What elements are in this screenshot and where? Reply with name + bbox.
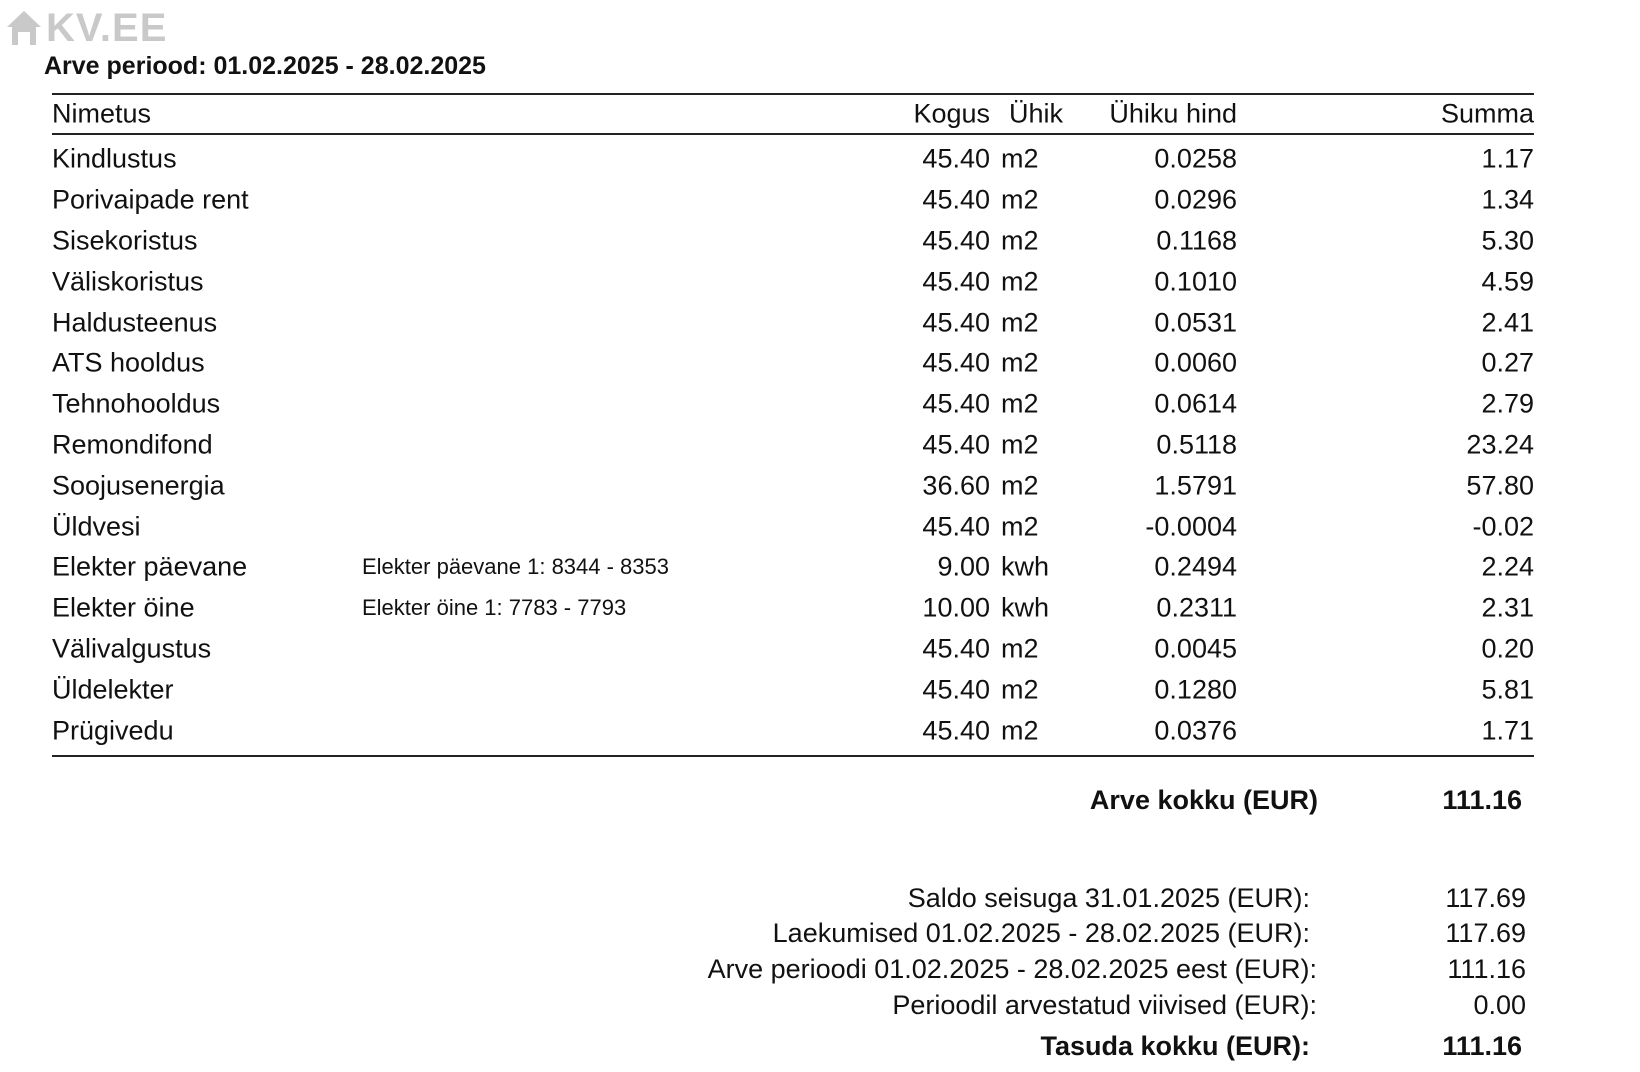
row-sum: 2.41 — [1481, 307, 1534, 338]
row-name: Väliskoristus — [52, 266, 204, 297]
row-price: 0.0531 — [1154, 307, 1237, 338]
summary-label: Laekumised 01.02.2025 - 28.02.2025 (EUR): — [772, 918, 1310, 948]
row-name: Haldusteenus — [52, 307, 218, 338]
kv-ee-logo — [4, 6, 167, 50]
row-price: 0.0614 — [1154, 388, 1237, 419]
row-name: Üldvesi — [52, 511, 141, 542]
row-qty: 45.40 — [922, 347, 990, 378]
row-sum: 0.20 — [1481, 633, 1534, 664]
invoice-period: Arve periood: 01.02.2025 - 28.02.2025 — [44, 52, 486, 80]
column-header-price: Ühiku hind — [1109, 98, 1237, 129]
row-name: Välivalgustus — [52, 633, 212, 664]
row-unit: kwh — [1001, 551, 1050, 582]
summary-value: 111.16 — [1447, 954, 1526, 984]
column-header-sum: Summa — [1440, 98, 1534, 129]
table-row — [52, 547, 1534, 588]
table-row — [52, 302, 1534, 343]
table-header — [52, 95, 1534, 133]
row-unit: m2 — [1001, 633, 1039, 664]
table-row — [52, 629, 1534, 670]
row-name: Üldelekter — [52, 674, 174, 705]
house-icon — [4, 8, 44, 48]
row-qty: 45.40 — [922, 266, 990, 297]
row-price: 1.5791 — [1154, 470, 1237, 501]
row-unit: m2 — [1001, 674, 1039, 705]
summary-value: 117.69 — [1445, 883, 1526, 913]
row-qty: 45.40 — [922, 715, 990, 746]
summary-value: 117.69 — [1445, 918, 1526, 948]
row-qty: 10.00 — [922, 592, 990, 623]
amount-due-row — [0, 1031, 1640, 1065]
row-unit: m2 — [1001, 511, 1039, 542]
row-sum: -0.02 — [1472, 511, 1534, 542]
row-name: Soojusenergia — [52, 470, 225, 501]
row-unit: m2 — [1001, 266, 1039, 297]
row-qty: 9.00 — [937, 551, 990, 582]
row-unit: m2 — [1001, 143, 1039, 174]
table-row — [52, 221, 1534, 262]
row-price: 0.1010 — [1154, 266, 1237, 297]
summary-row — [0, 990, 1640, 1024]
row-name: Elekter öine — [52, 592, 195, 623]
table-row — [52, 180, 1534, 221]
invoice-total-label: Arve kokku (EUR) — [1089, 785, 1318, 815]
row-price: 0.0376 — [1154, 715, 1237, 746]
row-qty: 45.40 — [922, 633, 990, 664]
row-name: ATS hooldus — [52, 347, 205, 378]
row-name: Elekter päevane — [52, 551, 248, 582]
row-qty: 45.40 — [922, 429, 990, 460]
row-sum: 1.71 — [1481, 715, 1534, 746]
row-sum: 4.59 — [1481, 266, 1534, 297]
table-row — [52, 669, 1534, 710]
amount-due-label: Tasuda kokku (EUR): — [1040, 1031, 1310, 1061]
row-sum: 2.24 — [1481, 551, 1534, 582]
row-qty: 45.40 — [922, 674, 990, 705]
row-price: 0.2311 — [1156, 592, 1237, 623]
summary-value: 0.00 — [1473, 990, 1526, 1020]
row-price: 0.0296 — [1154, 184, 1237, 215]
amount-due-value: 111.16 — [1442, 1031, 1522, 1061]
row-unit: m2 — [1001, 388, 1039, 419]
row-unit: m2 — [1001, 225, 1039, 256]
row-price: 0.0060 — [1154, 347, 1237, 378]
row-unit: m2 — [1001, 184, 1039, 215]
row-sum: 5.81 — [1481, 674, 1534, 705]
row-unit: m2 — [1001, 429, 1039, 460]
row-sum: 2.31 — [1481, 592, 1534, 623]
row-name: Prügivedu — [52, 715, 174, 746]
column-header-name: Nimetus — [52, 98, 152, 129]
row-price: 0.2494 — [1154, 551, 1237, 582]
row-qty: 45.40 — [922, 511, 990, 542]
table-row — [52, 261, 1534, 302]
summary-row — [0, 883, 1640, 917]
row-unit: m2 — [1001, 347, 1039, 378]
table-row — [52, 588, 1534, 629]
row-sum: 1.34 — [1481, 184, 1534, 215]
column-header-unit: Ühik — [1009, 98, 1064, 129]
row-sum: 2.79 — [1481, 388, 1534, 419]
logo-text: KV.EE — [46, 5, 168, 50]
row-price: 0.0258 — [1154, 143, 1237, 174]
row-price: 0.1168 — [1156, 225, 1237, 256]
table-row — [52, 506, 1534, 547]
row-note: Elekter päevane 1: 8344 - 8353 — [362, 554, 670, 580]
row-unit: kwh — [1001, 592, 1050, 623]
table-row — [52, 139, 1534, 180]
invoice-table — [52, 93, 1534, 757]
row-price: 0.5118 — [1156, 429, 1237, 460]
table-row — [52, 425, 1534, 466]
row-sum: 57.80 — [1466, 470, 1534, 501]
row-unit: m2 — [1001, 470, 1039, 501]
row-qty: 45.40 — [922, 184, 990, 215]
summary-row — [0, 954, 1640, 988]
row-sum: 0.27 — [1481, 347, 1534, 378]
table-row — [52, 465, 1534, 506]
row-qty: 45.40 — [922, 388, 990, 419]
row-price: -0.0004 — [1145, 511, 1237, 542]
row-qty: 45.40 — [922, 307, 990, 338]
row-name: Remondifond — [52, 429, 213, 460]
row-sum: 5.30 — [1481, 225, 1534, 256]
table-body — [52, 135, 1534, 755]
invoice-total-row — [0, 785, 1640, 819]
row-unit: m2 — [1001, 307, 1039, 338]
row-note: Elekter öine 1: 7783 - 7793 — [362, 595, 627, 621]
row-qty: 36.60 — [922, 470, 990, 501]
summary-label: Saldo seisuga 31.01.2025 (EUR): — [907, 883, 1310, 913]
column-header-qty: Kogus — [913, 98, 990, 129]
table-bottom-rule — [52, 755, 1534, 757]
table-row — [52, 384, 1534, 425]
row-price: 0.0045 — [1154, 633, 1237, 664]
summary-label: Arve perioodi 01.02.2025 - 28.02.2025 eest (EUR): — [707, 954, 1317, 984]
row-name: Tehnohooldus — [52, 388, 221, 419]
summary-row — [0, 918, 1640, 952]
row-sum: 23.24 — [1466, 429, 1534, 460]
row-name: Kindlustus — [52, 143, 177, 174]
row-sum: 1.17 — [1481, 143, 1534, 174]
row-unit: m2 — [1001, 715, 1039, 746]
invoice-total-value: 111.16 — [1442, 785, 1522, 815]
row-price: 0.1280 — [1154, 674, 1237, 705]
row-qty: 45.40 — [922, 143, 990, 174]
table-row — [52, 343, 1534, 384]
row-qty: 45.40 — [922, 225, 990, 256]
table-row — [52, 710, 1534, 751]
row-name: Porivaipade rent — [52, 184, 249, 215]
row-name: Sisekoristus — [52, 225, 198, 256]
summary-label: Perioodil arvestatud viivised (EUR): — [892, 990, 1317, 1020]
